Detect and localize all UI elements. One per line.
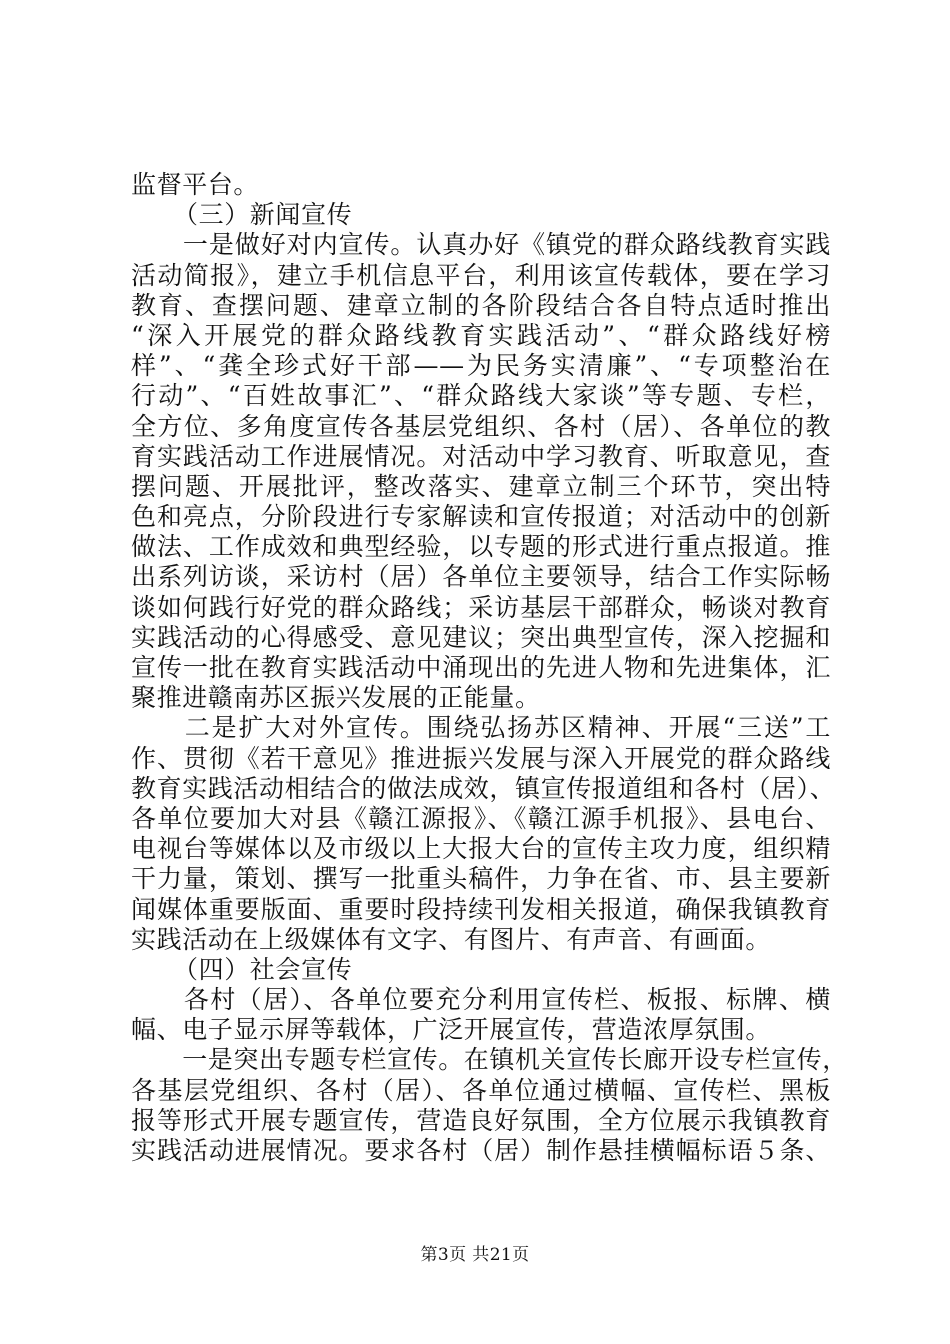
paragraph-line: 幅、电子显示屏等载体，广泛开展宣传，营造浓厚氛围。	[131, 1015, 772, 1045]
paragraph-line: 二是扩大对外宣传。围绕弘扬苏区精神、开展“三送”工	[131, 713, 831, 743]
paragraph-line: 各基层党组织、各村（居）、各单位通过横幅、宣传栏、黑板	[131, 1075, 831, 1105]
paragraph-line: 电视台等媒体以及市级以上大报大台的宣传主攻力度，组织精	[131, 834, 831, 864]
paragraph-line: 报等形式开展专题宣传，营造良好氛围，全方位展示我镇教育	[131, 1105, 831, 1135]
paragraph-line: 谈如何践行好党的群众路线；采访基层干部群众，畅谈对教育	[131, 592, 831, 622]
paragraph-line: 色和亮点，分阶段进行专家解读和宣传报道；对活动中的创新	[131, 502, 831, 532]
paragraph-line: 活动简报》，建立手机信息平台，利用该宣传载体，要在学习	[131, 260, 831, 290]
paragraph-line: 育实践活动工作进展情况。对活动中学习教育、听取意见，查	[131, 441, 831, 471]
paragraph-line: 作、贯彻《若干意见》推进振兴发展与深入开展党的群众路线	[131, 743, 831, 773]
paragraph-line: 教育、查摆问题、建章立制的各阶段结合各自特点适时推出	[131, 290, 831, 320]
paragraph-line: 摆问题、开展批评，整改落实、建章立制三个环节，突出特	[131, 471, 831, 501]
paragraph-line: 各村（居）、各单位要充分利用宣传栏、板报、标牌、横	[131, 985, 831, 1015]
paragraph-line: 监督平台。	[131, 170, 260, 199]
paragraph-line: 教育实践活动相结合的做法成效，镇宣传报道组和各村（居）、	[131, 773, 836, 803]
paragraph-line: 行动”、“百姓故事汇”、“群众路线大家谈”等专题、专栏，	[131, 381, 831, 411]
paragraph-line: 实践活动进展情况。要求各村（居）制作悬挂横幅标语５条、	[131, 1136, 831, 1165]
paragraph-line: 实践活动在上级媒体有文字、有图片、有声音、有画面。	[131, 924, 772, 954]
paragraph-line: 全方位、多角度宣传各基层党组织、各村（居）、各单位的教	[131, 411, 831, 441]
paragraph-line: 实践活动的心得感受、意见建议；突出典型宣传，深入挖掘和	[131, 622, 831, 652]
paragraph-line: 干力量，策划、撰写一批重头稿件，力争在省、市、县主要新	[131, 864, 831, 894]
paragraph-line: 宣传一批在教育实践活动中涌现出的先进人物和先进集体，汇	[131, 653, 831, 682]
document-body	[131, 170, 848, 1166]
section-heading: （四）社会宣传	[173, 954, 353, 984]
paragraph-line: 做法、工作成效和典型经验，以专题的形式进行重点报道。推	[131, 532, 831, 562]
paragraph-line: 出系列访谈，采访村（居）各单位主要领导，结合工作实际畅	[131, 562, 831, 592]
paragraph-line: 样”、“龚全珍式好干部——为民务实清廉”、“专项整治在	[131, 351, 831, 381]
paragraph-line: 聚推进赣南苏区振兴发展的正能量。	[131, 683, 541, 713]
paragraph-line: “深入开展党的群众路线教育实践活动”、“群众路线好榜	[131, 320, 831, 350]
section-heading: （三）新闻宣传	[173, 200, 353, 230]
paragraph-line: 闻媒体重要版面、重要时段持续刊发相关报道，确保我镇教育	[131, 894, 831, 924]
page-footer: 第3页 共21页	[420, 1245, 530, 1265]
paragraph-line: 各单位要加大对县《赣江源报》、《赣江源手机报》、县电台、	[131, 803, 831, 833]
paragraph-line: 一是突出专题专栏宣传。在镇机关宣传长廊开设专栏宣传，	[131, 1045, 848, 1075]
paragraph-line: 一是做好对内宣传。认真办好《镇党的群众路线教育实践	[131, 230, 831, 260]
